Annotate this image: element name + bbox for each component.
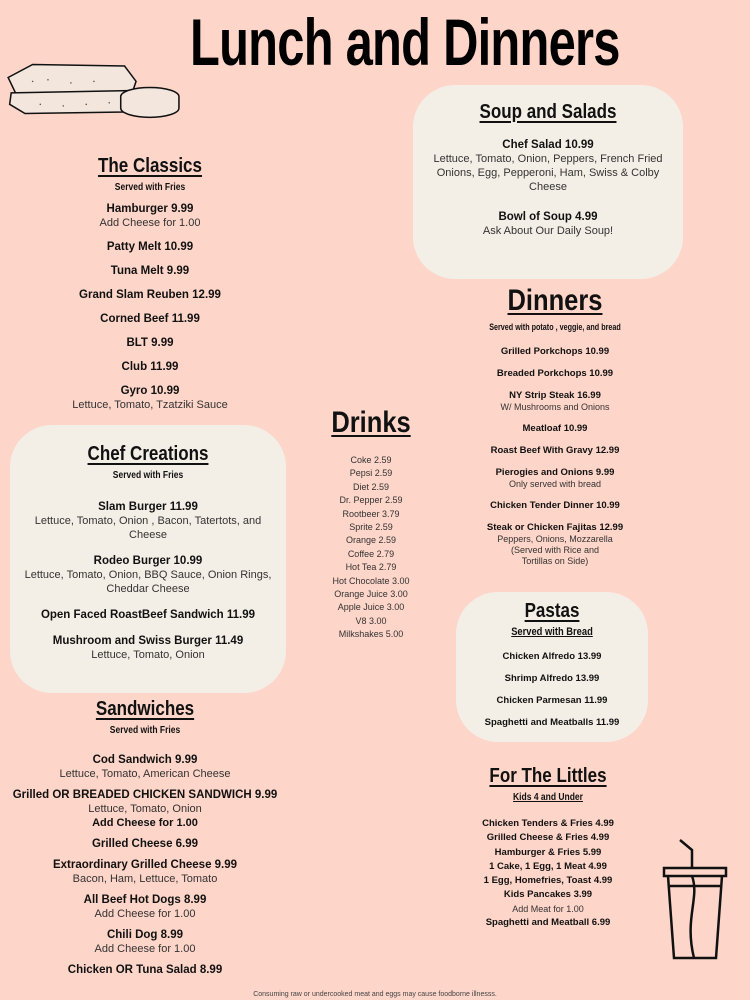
menu-item-name: Spaghetti and Meatball 6.99 [485, 917, 611, 929]
section-subheading: Served with Fries [114, 182, 186, 193]
drink-item: Orange Juice 3.00 [334, 589, 408, 600]
menu-item-description: Add Cheese for 1.00 [99, 217, 201, 229]
menu-item-name: Hamburger 9.99 [106, 203, 194, 215]
section-subheading: Kids 4 and Under [513, 792, 583, 803]
menu-item [18, 554, 278, 596]
menu-item-name: Grilled OR BREADED CHICKEN SANDWICH 9.99 [12, 789, 278, 801]
section-heading: For The Littles [489, 765, 607, 787]
section-heading: Sandwiches [95, 698, 195, 720]
section-heading: Drinks [331, 406, 411, 439]
drink-item: Hot Chocolate 3.00 [332, 575, 410, 586]
drink-item: Rootbeer 3.79 [342, 508, 400, 519]
menu-item [448, 861, 648, 873]
menu-item-description: Peppers, Onions, Mozzarella [497, 534, 613, 544]
section-subheading: Served with Fries [109, 725, 181, 736]
menu-item-name: Roast Beef With Gravy 12.99 [490, 445, 620, 456]
menu-item-name: Mushroom and Swiss Burger 11.49 [52, 635, 244, 647]
menu-item-name: Meatloaf 10.99 [522, 423, 588, 434]
menu-item [423, 210, 673, 238]
menu-item-name: Chili Dog 8.99 [106, 929, 184, 941]
menu-item [460, 717, 644, 729]
menu-item-name: Slam Burger 11.99 [98, 501, 198, 513]
menu-item-name: Grand Slam Reuben 12.99 [79, 289, 221, 301]
drink-item: Diet 2.59 [352, 481, 390, 492]
drink-item: Pepsi 2.59 [349, 468, 393, 479]
menu-item-name: Pierogies and Onions 9.99 [495, 467, 615, 478]
menu-item-name: Spaghetti and Meatballs 11.99 [484, 717, 620, 728]
menu-item-description: Lettuce, Tomato, American Cheese [59, 768, 231, 780]
menu-item-description: Lettuce, Tomato, Onion, BBQ Sauce, Onion Rings, Cheddar Cheese [24, 569, 272, 595]
menu-item [448, 818, 648, 830]
section-soup-and-salads [413, 85, 683, 279]
section-subheading: Served with potato , veggie, and bread [489, 322, 621, 332]
menu-item-name: Grilled Porkchops 10.99 [500, 346, 610, 357]
drink-item: Milkshakes 5.00 [338, 629, 404, 640]
menu-item-name: Chicken Parmesan 11.99 [496, 695, 608, 706]
menu-item-name: Patty Melt 10.99 [106, 241, 194, 253]
menu-item-name: Kids Pancakes 3.99 [503, 889, 593, 901]
menu-item [455, 500, 655, 512]
section-heading: Soup and Salads [479, 101, 617, 123]
menu-item-name: Cod Sandwich 9.99 [92, 754, 198, 766]
menu-item-description: (Served with Rice and [510, 545, 600, 555]
menu-item [10, 336, 290, 350]
menu-item [455, 467, 655, 490]
menu-item-name: Grilled Cheese & Fries 4.99 [486, 832, 610, 844]
section-chef-creations [10, 425, 286, 693]
menu-item-description: Add Cheese for 1.00 [94, 943, 196, 955]
menu-item-name: BLT 9.99 [126, 337, 174, 349]
menu-item-name: Gyro 10.99 [120, 385, 180, 397]
section-heading: Dinners [507, 284, 603, 317]
menu-item-name: Rodeo Burger 10.99 [93, 555, 203, 567]
food-safety-disclaimer: Consuming raw or undercooked meat and eggs may cause foodborne illnesss. [253, 991, 497, 998]
drink-item: V8 3.00 [355, 615, 387, 626]
drink-item: Hot Tea 2.79 [345, 562, 397, 573]
section-subheading: Served with Bread [511, 626, 593, 638]
menu-item [0, 858, 290, 886]
menu-item [10, 288, 290, 302]
menu-item-description: Bacon, Ham, Lettuce, Tomato [72, 873, 218, 885]
menu-item [423, 138, 673, 194]
menu-item-name: Breaded Porkchops 10.99 [496, 368, 614, 379]
menu-item-description: Add Cheese for 1.00 [92, 817, 198, 829]
menu-item-description: Tortillas on Side) [521, 556, 589, 566]
menu-item-name: 1 Egg, Homefries, Toast 4.99 [483, 875, 613, 887]
menu-item [0, 837, 290, 851]
menu-item [448, 904, 648, 915]
menu-item-name: Open Faced RoastBeef Sandwich 11.99 [40, 609, 256, 621]
menu-item-name: Hamburger & Fries 5.99 [494, 846, 602, 858]
menu-item [0, 963, 290, 977]
menu-item-name: Extraordinary Grilled Cheese 9.99 [52, 859, 238, 871]
section-heading: Chef Creations [87, 443, 209, 465]
menu-item [10, 264, 290, 278]
menu-item-name: Club 11.99 [121, 361, 179, 373]
menu-item [0, 893, 290, 921]
menu-item [448, 889, 648, 901]
page-title: Lunch and Dinners [190, 5, 620, 79]
menu-item [448, 875, 648, 887]
section-classics [10, 155, 290, 412]
menu-item-description: Only served with bread [508, 479, 602, 489]
menu-item-description: Lettuce, Tomato, Tzatziki Sauce [72, 399, 228, 411]
menu-item [455, 368, 655, 380]
menu-item [10, 360, 290, 374]
drink-item: Dr. Pepper 2.59 [339, 495, 403, 506]
menu-item-description: Lettuce, Tomato, Onion [88, 803, 202, 815]
menu-item-description: Lettuce, Tomato, Onion , Bacon, Tatertots, and Cheese [34, 515, 262, 541]
menu-item-name: All Beef Hot Dogs 8.99 [83, 894, 207, 906]
section-dinners [455, 283, 655, 567]
menu-item-name: Shrimp Alfredo 13.99 [504, 673, 600, 684]
menu-item [455, 390, 655, 413]
menu-item-name: NY Strip Steak 16.99 [509, 390, 601, 401]
menu-item-name: Chef Salad 10.99 [502, 139, 594, 151]
menu-item [10, 384, 290, 412]
section-sandwiches [0, 698, 290, 977]
menu-item-name: Grilled Cheese 6.99 [91, 838, 199, 850]
menu-item [10, 240, 290, 254]
menu-item [448, 847, 648, 859]
menu-item-description: Lettuce, Tomato, Onion [91, 649, 205, 661]
drink-item: Coffee 2.79 [347, 548, 395, 559]
section-drinks [316, 405, 426, 642]
menu-item [0, 753, 290, 781]
menu-item-name: Tuna Melt 9.99 [110, 265, 190, 277]
menu-item-description: Ask About Our Daily Soup! [482, 225, 614, 237]
menu-item [455, 346, 655, 358]
menu-item [455, 423, 655, 435]
drink-cup-icon [660, 838, 730, 963]
menu-item-name: Chicken OR Tuna Salad 8.99 [67, 964, 223, 976]
section-for-the-littles [448, 765, 648, 929]
menu-item-name: Chicken Tenders & Fries 4.99 [482, 818, 614, 829]
section-heading: The Classics [98, 155, 202, 177]
section-subheading: Served with Fries [112, 470, 184, 481]
menu-item [0, 928, 290, 956]
menu-item [448, 917, 648, 929]
section-heading: Pastas [524, 600, 580, 622]
menu-item [460, 673, 644, 685]
menu-item-description: Lettuce, Tomato, Onion, Peppers, French Fried Onions, Egg, Pepperoni, Ham, Swiss & Colby Cheese [433, 153, 663, 193]
drink-item: Coke 2.59 [350, 455, 392, 465]
menu-item-description: Add Cheese for 1.00 [94, 908, 196, 920]
menu-item-name: Chicken Tender Dinner 10.99 [490, 500, 620, 511]
sandwich-illustration-icon [2, 58, 182, 120]
menu-item [448, 832, 648, 844]
menu-item [460, 651, 644, 663]
menu-item [0, 788, 290, 830]
menu-item [10, 312, 290, 326]
menu-item-name: Bowl of Soup 4.99 [498, 211, 598, 223]
drink-item: Orange 2.59 [345, 535, 397, 546]
menu-item [18, 608, 278, 622]
menu-item [10, 202, 290, 230]
menu-item [18, 500, 278, 542]
section-pastas [456, 592, 648, 742]
menu-item-name: Chicken Alfredo 13.99 [502, 651, 602, 662]
drink-item: Sprite 2.59 [349, 522, 393, 533]
menu-item-name: Corned Beef 11.99 [100, 313, 200, 325]
menu-item [455, 445, 655, 457]
menu-item-name: Steak or Chicken Fajitas 12.99 [486, 522, 624, 533]
menu-item-description: W/ Mushrooms and Onions [500, 402, 610, 412]
menu-item-description: Add Meat for 1.00 [512, 903, 584, 914]
menu-item [455, 522, 655, 567]
drink-item: Apple Juice 3.00 [337, 602, 405, 613]
menu-item [460, 695, 644, 707]
menu-item-name: 1 Cake, 1 Egg, 1 Meat 4.99 [489, 860, 607, 872]
menu-item [18, 634, 278, 662]
